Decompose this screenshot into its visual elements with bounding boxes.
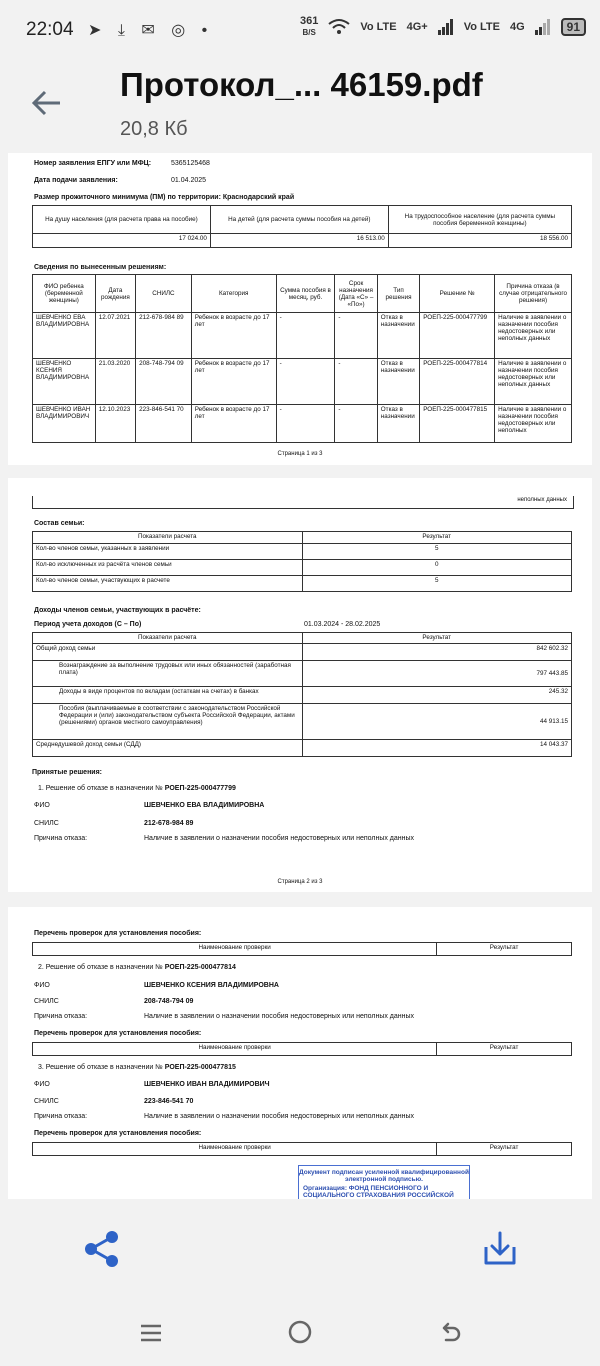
stamp-line: Организация: ФОНД ПЕНСИОННОГО И СОЦИАЛЬНОГО СТРАХОВАНИЯ РОССИЙСКОЙ	[303, 1185, 454, 1199]
table-header: Наименование проверки	[33, 1143, 437, 1156]
decision-header: Решение №	[420, 275, 495, 313]
decision-2-reason: Наличие в заявлении о назначении пособия недостоверных или неполных данных	[144, 1013, 415, 1020]
decisions-label: Сведения по вынесенным решениям:	[34, 264, 167, 271]
table-cell: -	[335, 405, 377, 443]
income-table	[32, 632, 572, 757]
table-cell: 797 443.85	[302, 661, 572, 687]
decision-2-number: РОЕП-225-000477814	[164, 964, 236, 971]
app-number: 5365125468	[171, 160, 210, 167]
table-cell: ШЕВЧЕНКО ИВАН ВЛАДИМИРОВИЧ	[33, 405, 96, 443]
carry-text: неполных данных	[517, 497, 567, 503]
table-cell: Ребенок в возрасте до 17 лет	[191, 313, 276, 359]
decision-header: ФИО ребенка (беременной женщины)	[33, 275, 96, 313]
table-cell: РОЕП-225-000477814	[420, 359, 495, 405]
checks-label: Перечень проверок для установления пособия:	[34, 1130, 202, 1137]
pm-value: 18 556.00	[388, 234, 571, 248]
period-label: Период учета доходов (С – По)	[34, 621, 142, 628]
pm-label: Размер прожиточного минимума (ПМ) по территории: Краснодарский край	[34, 194, 295, 201]
reason-label: Причина отказа:	[34, 1013, 88, 1020]
network-type-1: 4G+	[406, 20, 428, 33]
table-cell: Кол-во членов семьи, указанных в заявлении	[33, 544, 303, 560]
volte-indicator-1: Vo LTE	[360, 20, 397, 33]
table-cell: -	[335, 313, 377, 359]
fio-label: ФИО	[34, 1081, 50, 1088]
pm-header: На трудоспособное население (для расчета суммы пособия беременной женщины)	[388, 206, 571, 234]
decision-header: Сумма пособия в месяц, руб.	[276, 275, 335, 313]
decision-2-title-text: 2. Решение об отказе в назначении №	[38, 964, 163, 971]
decision-2-title	[38, 964, 236, 971]
decision-3-number: РОЕП-225-000477815	[164, 1064, 236, 1071]
carry-row	[32, 496, 574, 509]
battery-indicator: 91	[561, 18, 586, 36]
table-cell: Наличие в заявлении о назначении пособия недостоверных или неполных данных	[495, 359, 572, 405]
table-header: Показатели расчета	[33, 532, 303, 544]
table-cell: Кол-во исключенных из расчёта членов семьи	[33, 560, 303, 576]
table-cell: 842 602.32	[302, 644, 572, 661]
back-icon[interactable]	[438, 1320, 462, 1344]
table-cell: 212-678-984 89	[136, 313, 192, 359]
snils-label: СНИЛС	[34, 998, 59, 1005]
share-icon[interactable]	[82, 1229, 122, 1269]
table-cell: 14 043.37	[302, 740, 572, 757]
family-table	[32, 531, 572, 592]
table-header: Результат	[437, 1043, 572, 1056]
table-cell: РОЕП-225-000477799	[420, 313, 495, 359]
table-cell: Ребенок в возрасте до 17 лет	[191, 359, 276, 405]
table-row	[33, 359, 572, 405]
app-date: 01.04.2025	[171, 177, 207, 184]
back-arrow-icon[interactable]	[32, 90, 62, 116]
system-nav-bar	[0, 1300, 600, 1366]
decision-1-number: РОЕП-225-000477799	[164, 785, 236, 792]
table-cell: 21.03.2020	[95, 359, 135, 405]
decision-1-title-text: 1. Решение об отказе в назначении №	[38, 785, 163, 792]
volte-indicator-2: Vo LTE	[463, 20, 500, 33]
table-cell: -	[276, 359, 335, 405]
fio-label: ФИО	[34, 982, 50, 989]
table-cell: 5	[302, 576, 572, 592]
decision-3-reason: Наличие в заявлении о назначении пособия недостоверных или неполных данных	[144, 1113, 415, 1120]
table-header: Показатели расчета	[33, 633, 303, 644]
bottom-action-bar	[0, 1205, 600, 1295]
decisions-table	[32, 274, 572, 443]
table-header: Результат	[437, 1143, 572, 1156]
pdf-page-3[interactable]	[8, 907, 592, 1199]
table-cell: Наличие в заявлении о назначении пособия недостоверных или неполных	[495, 405, 572, 443]
decision-header: Категория	[191, 275, 276, 313]
decision-header: Срок назначения (Дата «С» – «По»)	[335, 275, 377, 313]
decision-3-fio: ШЕВЧЕНКО ИВАН ВЛАДИМИРОВИЧ	[144, 1081, 270, 1088]
table-row	[33, 405, 572, 443]
table-cell: 5	[302, 544, 572, 560]
table-cell: 208-748-794 09	[136, 359, 192, 405]
pm-value: 17 024.00	[33, 234, 211, 248]
pm-header: На детей (для расчета суммы пособия на детей)	[210, 206, 388, 234]
reason-label: Причина отказа:	[34, 835, 88, 842]
table-header: Результат	[302, 633, 572, 644]
signal-icon-2	[535, 19, 551, 35]
recent-apps-icon[interactable]	[140, 1322, 162, 1344]
table-header: Наименование проверки	[33, 1043, 437, 1056]
wifi-icon	[328, 18, 350, 36]
decision-1-fio: ШЕВЧЕНКО ЕВА ВЛАДИМИРОВНА	[144, 802, 265, 809]
table-cell: 0	[302, 560, 572, 576]
decision-header: Дата рождения	[95, 275, 135, 313]
table-cell: 12.10.2023	[95, 405, 135, 443]
app-date-label: Дата подачи заявления:	[34, 177, 118, 184]
table-cell: ШЕВЧЕНКО КСЕНИЯ ВЛАДИМИРОВНА	[33, 359, 96, 405]
checks-label: Перечень проверок для установления пособия:	[34, 930, 202, 937]
pm-value: 16 513.00	[210, 234, 388, 248]
table-cell: Доходы в виде процентов по вкладам (остаткам на счетах) в банках	[33, 687, 303, 704]
decision-3-title-text: 3. Решение об отказе в назначении №	[38, 1064, 163, 1071]
table-cell: Пособия (выплачиваемые в соответствии с законодательством Российской Федерации и (или) законодательством субъекта Российской Федерации, актами (решениями) органов местного самоуправления)	[33, 704, 303, 740]
table-cell: Отказ в назначении	[377, 405, 419, 443]
table-cell: Кол-во членов семьи, участвующих в расчете	[33, 576, 303, 592]
decision-2-fio: ШЕВЧЕНКО КСЕНИЯ ВЛАДИМИРОВНА	[144, 982, 279, 989]
table-cell: Общий доход семьи	[33, 644, 303, 661]
table-cell: Ребенок в возрасте до 17 лет	[191, 405, 276, 443]
pdf-page-1[interactable]	[8, 153, 592, 465]
table-cell: Отказ в назначении	[377, 313, 419, 359]
table-cell: РОЕП-225-000477815	[420, 405, 495, 443]
decision-1-reason: Наличие в заявлении о назначении пособия недостоверных или неполных данных	[144, 835, 415, 842]
snils-label: СНИЛС	[34, 820, 59, 827]
decision-header: Тип решения	[377, 275, 419, 313]
table-cell: -	[335, 359, 377, 405]
period-value: 01.03.2024 - 28.02.2025	[304, 621, 381, 628]
pdf-page-2[interactable]	[8, 478, 592, 892]
decision-3-title	[38, 1064, 236, 1071]
income-label: Доходы членов семьи, участвующих в расчёте:	[34, 607, 201, 614]
download-icon[interactable]	[480, 1229, 520, 1269]
decision-1-title	[38, 785, 236, 792]
reason-label: Причина отказа:	[34, 1113, 88, 1120]
table-header: Наименование проверки	[33, 943, 437, 956]
snils-label: СНИЛС	[34, 1098, 59, 1105]
table-cell: 12.07.2021	[95, 313, 135, 359]
table-cell: Наличие в заявлении о назначении пособия недостоверных или неполных данных	[495, 313, 572, 359]
stamp-line: Документ подписан усиленной квалифицированной электронной подписью.	[299, 1169, 469, 1183]
accepted-label: Принятые решения:	[32, 769, 103, 776]
table-cell: ШЕВЧЕНКО ЕВА ВЛАДИМИРОВНА	[33, 313, 96, 359]
file-size: 20,8 Кб	[120, 118, 188, 140]
family-label: Состав семьи:	[34, 520, 85, 527]
signal-icon	[438, 19, 454, 35]
checks-table	[32, 1142, 572, 1156]
status-time: 22:04	[26, 19, 74, 40]
table-cell: 223-846-541 70	[136, 405, 192, 443]
pm-header: На душу населения (для расчета права на пособие)	[33, 206, 211, 234]
table-header: Результат	[437, 943, 572, 956]
decision-2-snils: 208-748-794 09	[144, 998, 194, 1005]
home-icon[interactable]	[288, 1320, 312, 1344]
table-cell: Вознаграждение за выполнение трудовых или иных обязанностей (заработная плата)	[33, 661, 303, 687]
table-cell: Отказ в назначении	[377, 359, 419, 405]
table-cell: 44 913.15	[302, 704, 572, 740]
app-number-label: Номер заявления ЕПГУ или МФЦ:	[34, 160, 152, 167]
decision-header: Причина отказа (в случае отрицательного решения)	[495, 275, 572, 313]
file-header	[0, 60, 600, 155]
e-signature-stamp	[298, 1165, 470, 1199]
table-cell: -	[276, 405, 335, 443]
table-cell: Среднедушевой доход семьи (СДД)	[33, 740, 303, 757]
notification-icons: ➤ ⤓ ✉ ◎ •	[88, 22, 214, 39]
file-title: Протокол_... 46159.pdf	[120, 66, 483, 103]
status-bar	[0, 0, 600, 60]
decision-3-snils: 223-846-541 70	[144, 1098, 194, 1105]
page-footer: Страница 1 из 3	[277, 451, 323, 457]
decision-header: СНИЛС	[136, 275, 192, 313]
network-speed: 361 B/S	[299, 15, 319, 37]
fio-label: ФИО	[34, 802, 50, 809]
network-type-2: 4G	[509, 20, 525, 33]
table-header: Результат	[302, 532, 572, 544]
table-cell: -	[276, 313, 335, 359]
page-footer: Страница 2 из 3	[277, 879, 323, 885]
decision-1-snils: 212-678-984 89	[144, 820, 194, 827]
table-cell: 245.32	[302, 687, 572, 704]
pm-table	[32, 205, 572, 248]
checks-table	[32, 1042, 572, 1056]
table-row	[33, 313, 572, 359]
checks-table	[32, 942, 572, 956]
checks-label: Перечень проверок для установления пособия:	[34, 1030, 202, 1037]
